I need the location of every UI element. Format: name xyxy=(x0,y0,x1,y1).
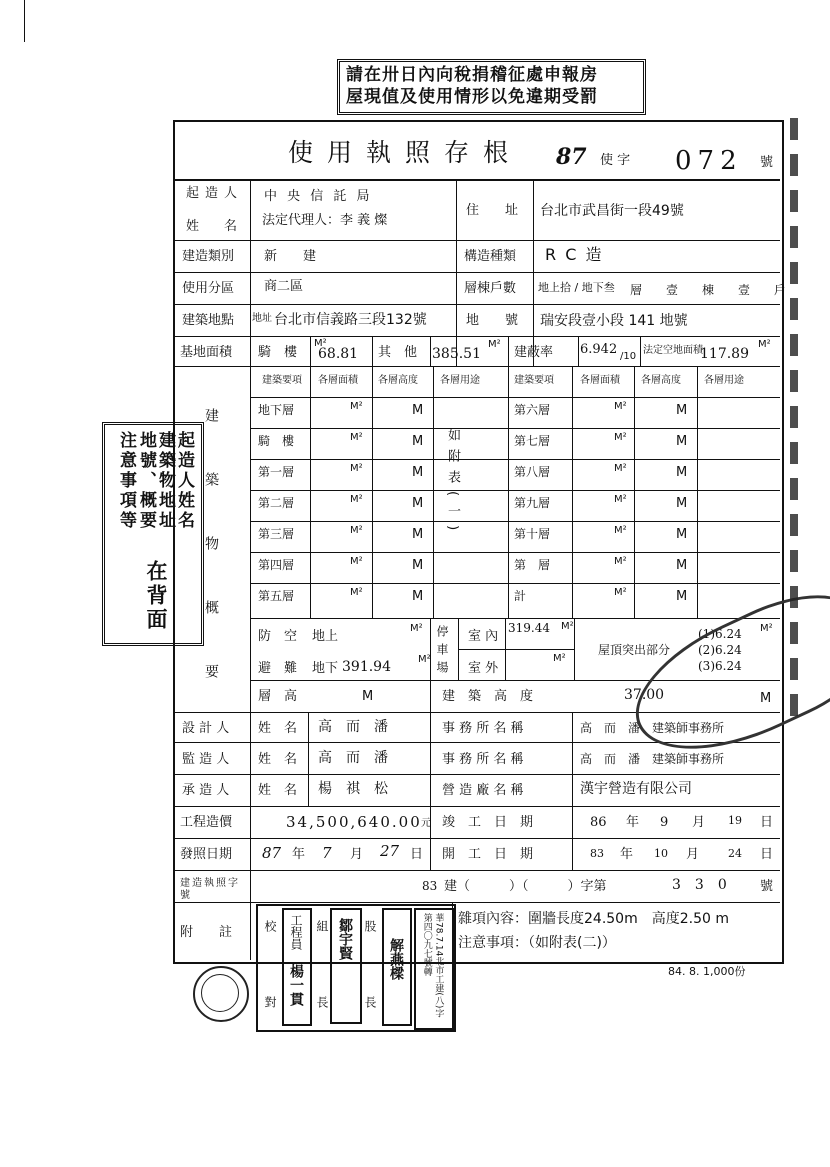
owner-label2: 姓 名 xyxy=(186,219,244,234)
finish-d-unit: 日 xyxy=(760,815,774,830)
floor-area-unit: M² xyxy=(614,494,627,505)
open-value: 117.89 xyxy=(700,346,749,362)
stamp-group: 組 xyxy=(315,920,329,932)
side-note-col1: 起造人姓名 xyxy=(174,431,194,531)
floor-label: 第一層 xyxy=(258,465,295,479)
floors-value: 地上拾 / 地下叁 xyxy=(538,281,615,294)
cost-label: 工程造價 xyxy=(180,815,233,830)
roof-unit: M² xyxy=(760,623,773,634)
designer-office: 高 而 潘 建築師事務所 xyxy=(580,721,725,735)
finish-label: 竣 工 日 期 xyxy=(442,815,534,830)
roof-value-3: (3)6.24 xyxy=(698,659,742,673)
contractor-office: 漢宇營造有限公司 xyxy=(580,781,692,797)
floor-label: 第七層 xyxy=(514,434,551,448)
site-address: 台北市信義路三段132號 xyxy=(274,312,427,328)
floor-area-unit: M² xyxy=(614,401,627,412)
floor-area-unit: M² xyxy=(614,556,627,567)
floors-value2: 層 壹 棟 壹 戶 xyxy=(630,283,787,297)
floor-label: 第二層 xyxy=(258,496,295,510)
owner-name: 中 央 信 託 局 xyxy=(264,189,373,204)
floor-area-unit: M² xyxy=(350,525,363,536)
floor-area-unit: M² xyxy=(614,525,627,536)
issue-year: 87 xyxy=(262,844,282,862)
form-title: 使用執照存根 xyxy=(288,138,523,167)
stamp-group-head: 長 xyxy=(315,996,329,1008)
start-y-unit: 年 xyxy=(620,847,634,862)
side-note-col3: 地號、概要 xyxy=(136,431,156,531)
floor-area-unit: M² xyxy=(614,432,627,443)
floor-label: 第十層 xyxy=(514,527,551,541)
roof-label: 屋頂突出部分 xyxy=(598,643,671,657)
floor-label: 第三層 xyxy=(258,527,295,541)
notice-box xyxy=(337,59,646,115)
story-height-unit: M xyxy=(362,689,374,704)
approval-stamp-block xyxy=(256,904,456,1032)
site-lot: 瑞安段壹小段 141 地號 xyxy=(540,313,688,329)
form-year: 87 xyxy=(556,144,587,170)
floor-label: 第六層 xyxy=(514,403,551,417)
issue-month: 7 xyxy=(322,844,332,862)
parking-label: 停車場 xyxy=(435,625,449,679)
floor-height-unit: M xyxy=(676,527,688,542)
outdoor-label: 室 外 xyxy=(468,661,499,676)
side-note-col2: 建築物地址 xyxy=(155,431,175,531)
cost-unit: 元 xyxy=(421,818,431,829)
site-addr-tag: 地址 xyxy=(252,313,272,324)
summary-h-item-r: 建築要項 xyxy=(514,375,554,386)
summary-h-item: 建築要項 xyxy=(262,375,302,386)
finish-day: 19 xyxy=(728,814,742,827)
below-value: 391.94 xyxy=(342,659,391,675)
indoor-value: 319.44 xyxy=(508,621,550,635)
notice-line2: 屋現值及使用情形以免違期受罰 xyxy=(346,87,598,107)
issue-day: 27 xyxy=(380,842,400,860)
roof-value-2: (2)6.24 xyxy=(698,643,742,657)
floor-area-unit: M² xyxy=(614,463,627,474)
side-note-col4: 注意事項等 xyxy=(116,431,136,531)
owner-label: 起造人 xyxy=(186,186,244,201)
form-hao: 號 xyxy=(760,155,774,170)
floor-height-unit: M xyxy=(676,465,688,480)
below-label: 地下 xyxy=(312,661,339,676)
floor-label: 計 xyxy=(514,589,527,603)
floor-height-unit: M xyxy=(412,434,424,449)
stamp-engineer: 工程員 楊一貫 xyxy=(282,908,312,1026)
owner-address-label: 住 址 xyxy=(466,203,519,218)
floor-height-unit: M xyxy=(676,589,688,604)
structure-label: 構造種類 xyxy=(464,249,517,264)
stamp-pair: 對 xyxy=(263,996,277,1008)
stamp-section-head: 長 xyxy=(363,996,377,1008)
floor-height-unit: M xyxy=(676,558,688,573)
other-unit: M² xyxy=(488,339,501,350)
side-note-col5: 在背面 xyxy=(144,560,168,632)
building-height-unit: M xyxy=(760,691,772,706)
supervisor-office: 高 而 潘 建築師事務所 xyxy=(580,752,725,766)
contractor-name-label: 姓 名 xyxy=(258,783,298,798)
finish-year: 86 xyxy=(590,815,607,830)
designer-name-label: 姓 名 xyxy=(258,721,298,736)
floor-area-unit: M² xyxy=(614,587,627,598)
other-value: 385.51 xyxy=(432,346,481,362)
start-day: 24 xyxy=(728,847,742,860)
supervisor-label: 監 造 人 xyxy=(182,752,230,767)
issue-d-unit: 日 xyxy=(410,847,424,862)
open-label: 法定空地面積 xyxy=(643,345,703,356)
notice-line1: 請在卅日內向稅捐稽征處申報房 xyxy=(346,65,598,85)
floor-height-unit: M xyxy=(412,558,424,573)
structure-value: R C 造 xyxy=(545,245,604,264)
form-number: 072 xyxy=(675,146,743,176)
roof-value-1: (1)6.24 xyxy=(698,627,742,641)
evac-label: 避 難 xyxy=(258,661,298,676)
start-d-unit: 日 xyxy=(760,847,774,862)
stamp-ref: 華78.7.14北市工建(八)字第四〇九七號轉 xyxy=(414,908,454,1030)
indoor-unit: M² xyxy=(561,621,574,632)
contractor-name: 楊 祺 松 xyxy=(318,781,388,797)
open-unit: M² xyxy=(758,339,771,350)
summary-h-area-r: 各層面積 xyxy=(580,375,620,386)
floor-label: 第八層 xyxy=(514,465,551,479)
permit-year: 83 xyxy=(422,879,438,893)
designer-office-label: 事 務 所 名 稱 xyxy=(442,721,524,736)
zone-value: 商二區 xyxy=(264,279,304,294)
print-footer: 84. 8. 1,000份 xyxy=(668,965,746,978)
above-unit: M² xyxy=(410,623,423,634)
issue-m-unit: 月 xyxy=(350,847,364,862)
floor-label: 第 層 xyxy=(514,558,551,572)
floor-height-unit: M xyxy=(412,403,424,418)
building-height-label: 建 築 高 度 xyxy=(442,689,534,704)
use-note: 如附表(一) xyxy=(445,428,460,539)
site-lot-label: 地 號 xyxy=(466,313,519,328)
owner-agent: 法定代理人：李 義 燦 xyxy=(262,213,388,228)
stamp-section-chief: 解燕樑 xyxy=(382,908,412,1026)
issue-y-unit: 年 xyxy=(292,847,306,862)
coverage-value: 6.942 xyxy=(580,342,618,357)
above-label: 地上 xyxy=(312,629,339,644)
stamp-check: 校 xyxy=(263,920,277,932)
area-label: 基地面積 xyxy=(180,345,233,360)
owner-address: 台北市武昌街一段49號 xyxy=(540,203,684,219)
permit-label: 建造執照字號 xyxy=(180,878,240,901)
floor-height-unit: M xyxy=(676,434,688,449)
floor-area-unit: M² xyxy=(350,432,363,443)
other-label: 其 他 xyxy=(378,345,418,360)
supervisor-name: 高 而 潘 xyxy=(318,750,388,766)
finish-m-unit: 月 xyxy=(692,815,706,830)
below-unit: M² xyxy=(418,654,431,665)
remarks-label: 附 註 xyxy=(180,925,233,940)
start-month: 10 xyxy=(654,847,668,860)
story-height-label: 層 高 xyxy=(258,689,298,704)
floor-height-unit: M xyxy=(412,589,424,604)
floors-label: 層棟戶數 xyxy=(464,281,517,296)
outdoor-unit: M² xyxy=(553,653,566,664)
permit-number: 3 3 0 xyxy=(672,877,727,893)
floor-height-unit: M xyxy=(676,403,688,418)
contractor-label: 承 造 人 xyxy=(182,783,230,798)
coverage-unit: /10 xyxy=(620,351,637,362)
floor-height-unit: M xyxy=(676,496,688,511)
build-type-value: 新 建 xyxy=(264,249,317,264)
indoor-label: 室 內 xyxy=(468,629,499,644)
start-m-unit: 月 xyxy=(686,847,700,862)
finish-y-unit: 年 xyxy=(626,815,640,830)
floor-label: 地下層 xyxy=(258,403,295,417)
margin-line xyxy=(24,0,25,42)
floor-label: 騎 樓 xyxy=(258,434,295,448)
permit-jian: 建（ ）（ ）字第 xyxy=(444,879,607,894)
floor-area-unit: M² xyxy=(350,401,363,412)
stamp-section: 股 xyxy=(363,920,377,932)
remarks-notes: 注意事項：（如附表(二)） xyxy=(458,935,616,951)
civil-label: 防 空 xyxy=(258,629,298,644)
cost-value: 34,500,640.00 xyxy=(286,813,422,831)
start-label: 開 工 日 期 xyxy=(442,847,534,862)
arcade-label: 騎 樓 xyxy=(258,345,298,360)
floor-area-unit: M² xyxy=(350,494,363,505)
designer-label: 設 計 人 xyxy=(182,721,230,736)
supervisor-office-label: 事 務 所 名 稱 xyxy=(442,752,524,767)
designer-name: 高 而 潘 xyxy=(318,719,388,735)
contractor-office-label: 營 造 廠 名 稱 xyxy=(442,783,524,798)
summary-h-height-r: 各層高度 xyxy=(641,375,681,386)
floor-label: 第四層 xyxy=(258,558,295,572)
summary-h-use: 各層用途 xyxy=(440,375,480,386)
summary-h-height: 各層高度 xyxy=(378,375,418,386)
floor-area-unit: M² xyxy=(350,587,363,598)
floor-area-unit: M² xyxy=(350,556,363,567)
floor-height-unit: M xyxy=(412,465,424,480)
floor-label: 第九層 xyxy=(514,496,551,510)
summary-h-use-r: 各層用途 xyxy=(704,375,744,386)
start-year: 83 xyxy=(590,847,604,860)
building-height-value: 37.00 xyxy=(624,687,665,703)
floor-area-unit: M² xyxy=(350,463,363,474)
finish-month: 9 xyxy=(660,815,669,830)
floor-height-unit: M xyxy=(412,496,424,511)
summary-section-label: 建築物概要 xyxy=(203,408,219,728)
round-seal xyxy=(193,966,249,1022)
stamp-reviewer: 鄒宇賢 xyxy=(330,908,362,1024)
issue-label: 發照日期 xyxy=(180,847,233,862)
site-label: 建築地點 xyxy=(182,313,235,328)
permit-hao: 號 xyxy=(760,879,774,894)
build-type-label: 建造類別 xyxy=(182,249,235,264)
floor-label: 第五層 xyxy=(258,589,295,603)
arcade-unit: M² xyxy=(314,338,327,349)
supervisor-name-label: 姓 名 xyxy=(258,752,298,767)
right-edge-marks xyxy=(790,118,798,718)
summary-h-area: 各層面積 xyxy=(318,375,358,386)
stamp-engineer-name: 楊一貫 xyxy=(288,964,304,1006)
floor-height-unit: M xyxy=(412,527,424,542)
coverage-label: 建蔽率 xyxy=(514,345,554,360)
arcade-value: 68.81 xyxy=(318,346,359,362)
remarks-misc: 雜項內容：圍牆長度24.50m 高度2.50 m xyxy=(458,911,729,927)
zone-label: 使用分區 xyxy=(182,281,235,296)
form-zi: 使 字 xyxy=(600,153,631,168)
